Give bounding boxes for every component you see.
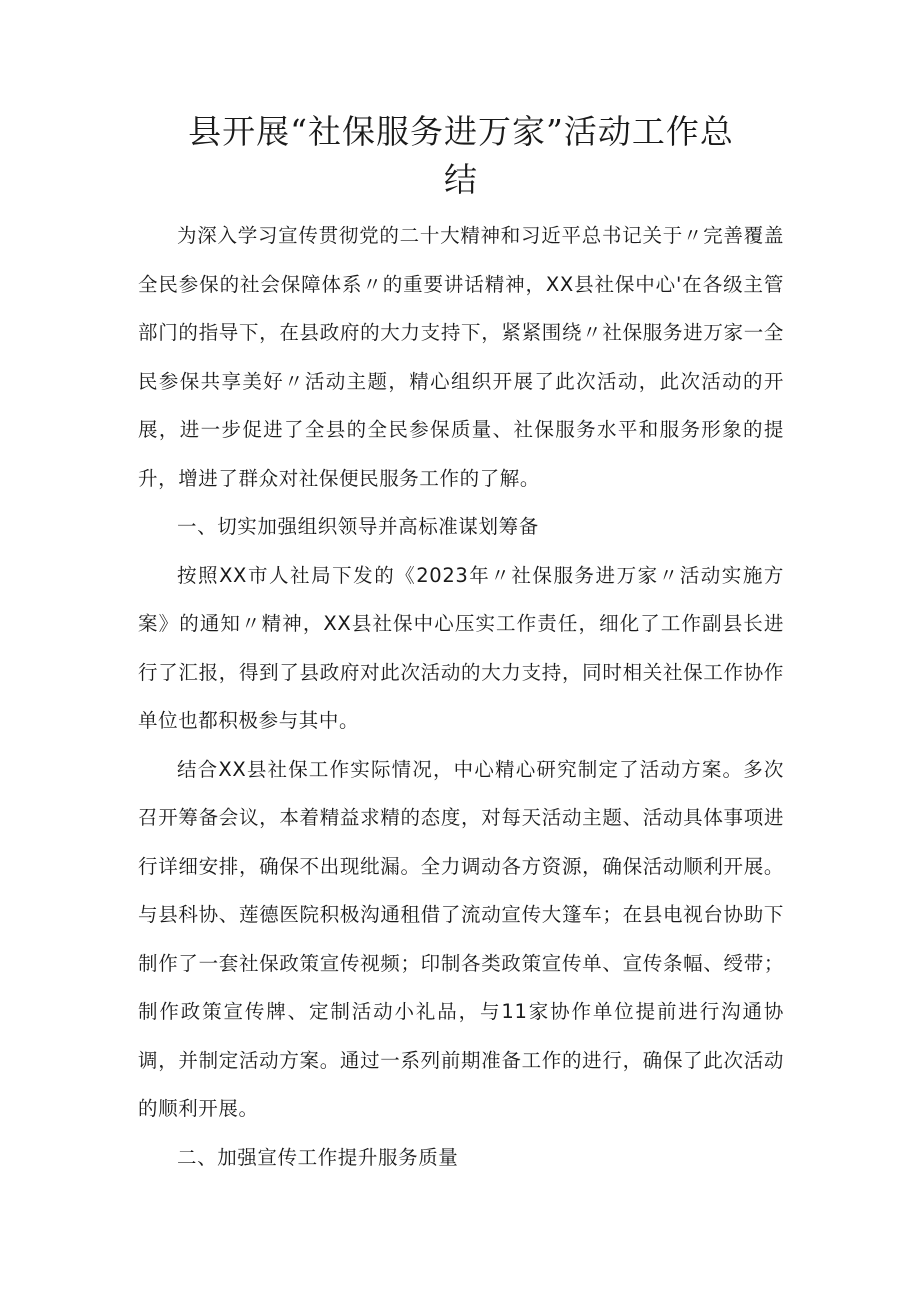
intro-paragraph: 为深入学习宣传贯彻党的二十大精神和习近平总书记关于〃完善覆盖全民参保的社会保障体系〃的重要讲话精神，XX县社保中心'在各级主管部门的指导下，在县政府的大力支持下，紧紧围绕〃社保服务进万家一全民参保共享美好〃活动主题，精心组织开展了此次活动，此次活动的开展，进一步促进了全县的全民参保质量、社保服务水平和服务形象的提升，增进了群众对社保便民服务工作的了解。 — [138, 224, 784, 490]
title-line-1: 县开展“社保服务进万家”活动工作总 — [188, 112, 734, 151]
section-heading-2: 二、加强宣传工作提升服务质量 — [177, 1145, 459, 1169]
title-line-2: 结 — [444, 160, 478, 199]
body-paragraph: 按照XX市人社局下发的《2023年〃社保服务进万家〃活动实施方案》的通知〃精神，XX县社保中心压实工作责任，细化了工作副县长进行了汇报，得到了县政府对此次活动的大力支持，同时相关社保工作协作单位也都积极参与其中。 — [138, 563, 784, 732]
document-page — [138, 108, 784, 1182]
body-paragraph: 结合XX县社保工作实际情况，中心精心研究制定了活动方案。多次召开筹备会议，本着精益求精的态度，对每天活动主题、活动具体事项进行详细安排，确保不出现纰漏。全力调动各方资源，确保活动顺利开展。与县科协、莲德医院积极沟通租借了流动宣传大篷车；在县电视台协助下制作了一套社保政策宣传视频；印制各类政策宣传单、宣传条幅、绶带；制作政策宣传牌、定制活动小礼品，与11家协作单位提前进行沟通协调，并制定活动方案。通过一系列前期准备工作的进行，确保了此次活动的顺利开展。 — [138, 757, 784, 1120]
document-title — [138, 108, 784, 204]
section-heading-1: 一、切实加强组织领导并高标准谋划筹备 — [177, 515, 539, 538]
